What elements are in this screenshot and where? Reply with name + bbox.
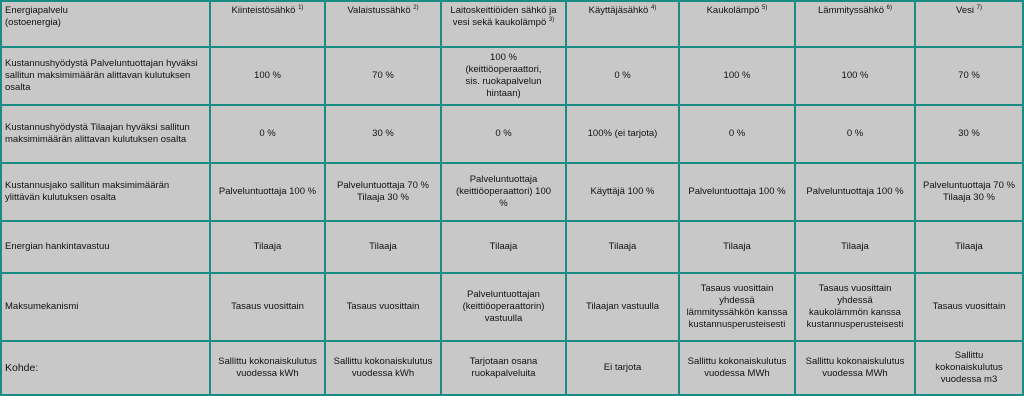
cell-text-line: Tilaaja	[841, 241, 869, 252]
column-header-text: Kiinteistösähkö	[231, 5, 296, 16]
cell-text-line: vastuulla	[484, 313, 523, 324]
table-cell	[795, 221, 915, 273]
cell-text-line: Maksumekanismi	[5, 301, 79, 312]
column-header-text: Valaistussähkö	[347, 5, 411, 16]
table-cell	[325, 105, 441, 163]
footnote-marker: 6)	[886, 4, 892, 11]
cell-text-line: Sallittu kokonaiskulutus	[333, 356, 433, 367]
table-cell	[325, 273, 441, 341]
cell-text-line: hintaan)	[486, 88, 521, 99]
column-header-cell	[441, 1, 566, 47]
cell-text-line: (keittiöoperaattori,	[465, 64, 542, 75]
column-header-cell	[915, 1, 1023, 47]
table-cell	[441, 105, 566, 163]
cell-text-line: Tilaaja	[369, 241, 397, 252]
footnote-marker: 2)	[413, 4, 419, 11]
column-header-cell	[795, 1, 915, 47]
column-header-text: Kaukolämpö	[706, 5, 760, 16]
column-header-text: Lämmityssähkö	[818, 5, 884, 16]
cell-text-line: Sallittu kokonaiskulutus	[218, 356, 317, 367]
table-cell	[795, 105, 915, 163]
cell-text-line: Palveluntuottaja 100 %	[806, 186, 904, 197]
cell-text-line: Sallittu kokonaiskulutus	[805, 356, 905, 367]
cell-text-line: kustannusperusteisesti	[806, 319, 904, 330]
cell-text-line: Tilaaja	[253, 241, 282, 252]
cell-text-line: 0 %	[614, 70, 631, 81]
table-row	[1, 221, 1023, 273]
table-cell	[795, 273, 915, 341]
cell-text-line: Kustannushyödystä Tilaajan hyväksi sallitun	[5, 122, 190, 133]
column-header-text: vesi sekä kaukolämpö	[452, 17, 547, 28]
cell-text-line: 100 %	[723, 70, 751, 81]
table-cell	[566, 273, 679, 341]
row-label-cell	[1, 163, 210, 221]
table-cell	[441, 341, 566, 395]
cell-text-line: osalta	[5, 82, 31, 93]
cell-text-line: (keittiöoperaattorin)	[462, 301, 545, 312]
table-cell	[566, 221, 679, 273]
table-cell	[566, 163, 679, 221]
table-row	[1, 105, 1023, 163]
header-corner-cell	[1, 1, 210, 47]
table-row	[1, 341, 1023, 395]
cell-text-line: ylittävän kulutuksen osalta	[5, 192, 116, 203]
column-header-text: Käyttäjäsähkö	[588, 5, 649, 16]
table-cell	[795, 341, 915, 395]
cell-text-line: Kustannusjako sallitun maksimimäärän	[5, 180, 170, 191]
cell-text-line: 0 %	[495, 128, 512, 139]
cell-text-line: 100 %	[254, 70, 281, 81]
table-cell	[210, 47, 325, 105]
table-cell	[325, 221, 441, 273]
column-header-label	[215, 5, 320, 17]
cell-text-line: 100 %	[841, 70, 869, 81]
table-cell	[325, 163, 441, 221]
column-header-text: Laitoskeittiöiden sähkö ja	[450, 5, 557, 16]
table-cell	[915, 105, 1023, 163]
table-cell	[679, 163, 795, 221]
cell-text-line: (keittiöoperaattori) 100	[455, 186, 552, 197]
column-header-label	[446, 5, 561, 17]
column-header-text: Vesi	[956, 5, 974, 16]
footnote-marker: 4)	[650, 4, 657, 11]
table-cell	[915, 163, 1023, 221]
table-cell	[915, 47, 1023, 105]
column-header-cell	[325, 1, 441, 47]
table-cell	[679, 105, 795, 163]
column-header-label	[571, 5, 674, 17]
table-cell	[679, 47, 795, 105]
cell-text-line: 70 %	[372, 70, 394, 81]
cell-text-line: vuodessa kWh	[351, 368, 415, 379]
cell-text-line: Tilaaja	[955, 241, 983, 252]
table-cell	[441, 47, 566, 105]
column-header-label	[330, 5, 436, 17]
table-cell	[441, 163, 566, 221]
cell-text-line: sis. ruokapalvelun	[465, 76, 542, 87]
cell-text-line: Kustannushyödystä Palveluntuottajan hyväksi	[5, 58, 198, 69]
footnote-marker: 7)	[976, 4, 982, 11]
cell-text-line: (ostoenergia)	[5, 17, 61, 28]
row-label-cell	[1, 341, 210, 395]
table-cell	[915, 273, 1023, 341]
cell-text-line: 0 %	[728, 128, 746, 139]
table-row	[1, 47, 1023, 105]
cell-text-line: Palveluntuottaja 70 %	[337, 180, 429, 191]
column-header-label	[684, 5, 790, 17]
cell-text-line: Ei tarjota	[603, 362, 642, 373]
cell-text-line: Tilaaja	[608, 241, 637, 252]
table-cell	[210, 273, 325, 341]
cell-text-line: Tasaus vuosittain yhdessä	[818, 283, 892, 306]
table-cell	[210, 163, 325, 221]
cell-text-line: Tilaaja	[723, 241, 751, 252]
cell-text-line: Palveluntuottajan	[467, 289, 540, 300]
table-cell	[325, 47, 441, 105]
cell-text-line: maksimimäärän alittavan kulutuksen osalta	[5, 134, 187, 145]
cell-text-line: 0 %	[259, 128, 276, 139]
cell-text-line: Tasaus vuosittain	[346, 301, 420, 312]
cell-text-line: Kohde:	[5, 362, 39, 374]
table-cell	[210, 341, 325, 395]
cell-text-line: vuodessa m3	[940, 374, 998, 385]
cell-text-line: Tilaaja 30 %	[943, 192, 995, 203]
cell-text-line: Tasaus vuosittain	[231, 301, 304, 312]
table-cell	[679, 221, 795, 273]
footnote-marker: 3)	[548, 16, 555, 23]
table-cell	[915, 221, 1023, 273]
column-header-label	[920, 5, 1018, 17]
cell-text-line: kaukolämmön kanssa	[809, 307, 901, 318]
cell-text-line: Sallittu kokonaiskulutus	[687, 356, 787, 367]
cell-text-line: vuodessa MWh	[822, 368, 888, 379]
cell-text-line: Energiapalvelu	[5, 5, 68, 16]
row-label-cell	[1, 273, 210, 341]
header-row	[1, 1, 1023, 47]
cell-text-line: Tasaus vuosittain	[932, 301, 1006, 312]
table-cell	[795, 47, 915, 105]
cell-text-line: Tilaaja 30 %	[357, 192, 409, 203]
cell-text-line: Tilaajan vastuulla	[585, 301, 660, 312]
cell-text-line: 100% (ei tarjota)	[587, 128, 658, 139]
row-label-cell	[1, 47, 210, 105]
cell-text-line: Tasaus vuosittain yhdessä	[700, 283, 774, 306]
footnote-marker: 5)	[762, 4, 768, 11]
cell-text-line: Palveluntuottaja	[469, 174, 538, 185]
table-cell	[795, 163, 915, 221]
cell-text-line: 30 %	[372, 128, 394, 139]
cell-text-line: Palveluntuottaja 100 %	[218, 186, 317, 197]
cell-text-line: ruokapalveluita	[471, 368, 536, 379]
cell-text-line: 100 %	[490, 52, 517, 63]
table-row	[1, 163, 1023, 221]
cell-text-line: Energian hankintavastuu	[5, 241, 110, 252]
table-row	[1, 273, 1023, 341]
table-cell	[566, 47, 679, 105]
cell-text-line: sallitun maksimimäärän alittavan kulutuksen	[5, 70, 191, 81]
cell-text-line: Käyttäjä 100 %	[590, 186, 655, 197]
cell-text-line: %	[499, 198, 508, 209]
column-header-label	[800, 5, 910, 17]
cell-text-line: 0 %	[846, 128, 864, 139]
cell-text-line: Palveluntuottaja 70 %	[923, 180, 1015, 191]
table-cell	[566, 341, 679, 395]
cell-text-line: vuodessa MWh	[704, 368, 770, 379]
table-cell	[566, 105, 679, 163]
cell-text-line: 30 %	[958, 128, 980, 139]
cell-text-line: Tilaaja	[489, 241, 518, 252]
cell-text-line: 70 %	[958, 70, 980, 81]
table-cell	[679, 273, 795, 341]
table-cell	[915, 341, 1023, 395]
footnote-marker: 1)	[298, 4, 304, 11]
table-cell	[441, 221, 566, 273]
table-cell	[441, 273, 566, 341]
cell-text-line: vuodessa kWh	[236, 368, 299, 379]
table-cell	[210, 105, 325, 163]
row-label-cell	[1, 105, 210, 163]
cell-text-line: Palveluntuottaja 100 %	[688, 186, 786, 197]
column-header-label	[446, 17, 561, 29]
cell-text-line: Tarjotaan osana	[469, 356, 538, 367]
column-header-cell	[679, 1, 795, 47]
table-cell	[325, 341, 441, 395]
column-header-cell	[210, 1, 325, 47]
cell-text-line: lämmityssähkön kanssa	[686, 307, 788, 318]
table-cell	[210, 221, 325, 273]
table-cell	[679, 341, 795, 395]
cell-text-line: Sallittu kokonaiskulutus	[935, 350, 1003, 373]
cell-text-line: kustannusperusteisesti	[688, 319, 786, 330]
column-header-cell	[566, 1, 679, 47]
row-label-cell	[1, 221, 210, 273]
